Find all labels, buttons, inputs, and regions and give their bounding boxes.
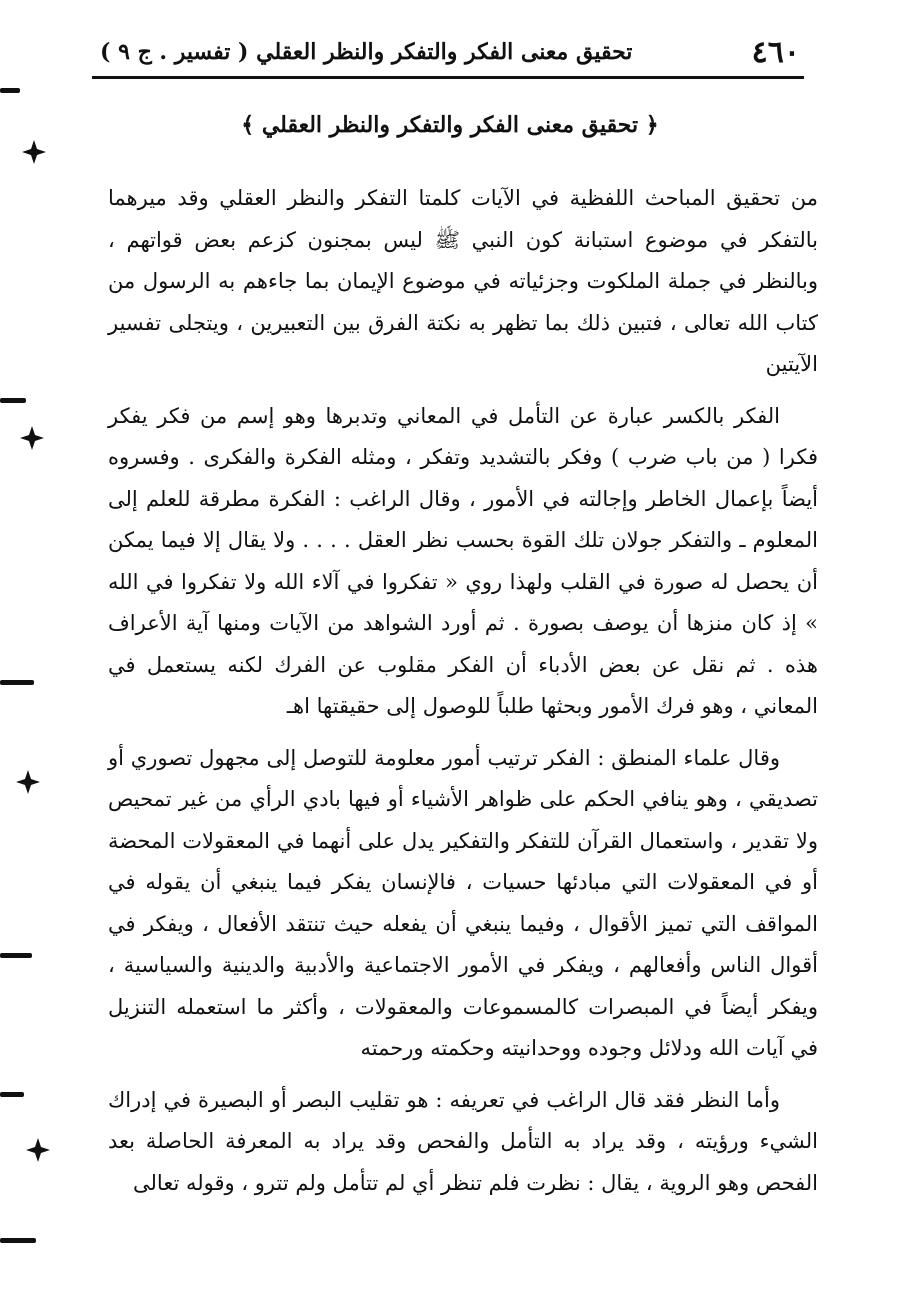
- margin-star-icon: [24, 1136, 52, 1164]
- section-heading: ﴿ تحقيق معنى الفكر والتفكر والنظر العقلي ﴾: [241, 112, 659, 138]
- paragraph-fikr-definition: الفكر بالكسر عبارة عن التأمل في المعاني وتدبرها وهو إسم من فكر يفكر فكرا ( من باب ضرب ) وفكر بالتشديد وتفكر ، ومثله الفكرة والفكرى . وفسروه أيضاً بإعمال الخاطر وإجالته في الأمور ، وقال الراغب : الفكرة مطرقة للعلم إلى المعلوم ـ والتفكر جولان تلك القوة بحسب نظر العقل . . . . ولا يقال إلا فيما يمكن أن يحصل له صورة في القلب ولهذا روي « تفكروا في آلاء الله ولا تفكروا في الله » إذ كان منزها أن يوصف بصورة . ثم أورد الشواهد من الآيات ومنها آية الأعراف هذه . ثم نقل عن بعض الأدباء أن الفكر مقلوب عن الفرك لكنه يستعمل في المعاني ، وهو فرك الأمور وبحثها طلباً للوصول إلى حقيقتها اهـ: [108, 403, 818, 718]
- paragraph-logicians-definition: وقال علماء المنطق : الفكر ترتيب أمور معلومة للتوصل إلى مجهول تصوري أو تصديقي ، وهو ينافي الحكم على ظواهر الأشياء أو فيها بادي الرأي من غير تمحيص ولا تقدير ، واستعمال القرآن للتفكر والتفكير يدل على أنهما في المعقولات المحضة أو في المعقولات التي مبادئها حسيات ، فالإنسان يفكر فيما ينبغي أن يقوله في المواقف التي تميز الأقوال ، وفيما ينبغي أن يفعله حيث تنتقد الأفعال ، ويفكر في أقوال الناس وأفعالهم ، ويفكر في الأمور الاجتماعية والأدبية والدينية والسياسية ، ويفكر أيضاً في المبصرات كالمسموعات والمعقولات ، وأكثر ما استعمله التنزيل في آيات الله ودلائل وجوده ووحدانيته وحكمته ورحمته: [108, 745, 819, 1060]
- running-header: [100, 30, 800, 74]
- margin-mark: [0, 1238, 36, 1243]
- margin-mark: [0, 953, 32, 958]
- body-text: [108, 178, 818, 1204]
- margin-mark: [0, 88, 20, 93]
- header-rule: [92, 76, 804, 79]
- margin-mark: [0, 680, 34, 685]
- page-number: ٤٦٠: [751, 34, 800, 70]
- margin-mark: [0, 1092, 24, 1097]
- running-header-title: تحقيق معنى الفكر والتفكر والنظر العقلي ( تفسير . ج ٩ ): [100, 39, 633, 65]
- margin-star-icon: [20, 138, 48, 166]
- paragraph-intro: من تحقيق المباحث اللفظية في الآيات كلمتا التفكر والنظر العقلي وقد ميرهما بالتفكر في موضوع استبانة كون النبي ﷺ ليس بمجنون كزعم بعض قواتهم ، وبالنظر في جملة الملكوت وجزئياته في موضوع الإيمان بما جاءهم به الرسول من كتاب الله تعالى ، فتبين ذلك بما تظهر به نكتة الفرق بين التعبيرين ، ويتجلى تفسير الآيتين: [108, 186, 818, 376]
- paragraph-nazar-definition: وأما النظر فقد قال الراغب في تعريفه : هو تقليب البصر أو البصيرة في إدراك الشيء ورؤيته ، وقد يراد به التأمل والفحص وقد يراد به المعرفة الحاصلة بعد الفحص وهو الروية ، يقال : نظرت فلم تنظر أي لم تتأمل ولم تترو ، وقوله تعالى: [108, 1087, 818, 1195]
- margin-mark: [0, 398, 26, 403]
- margin-star-icon: [18, 424, 46, 452]
- margin-star-icon: [14, 768, 42, 796]
